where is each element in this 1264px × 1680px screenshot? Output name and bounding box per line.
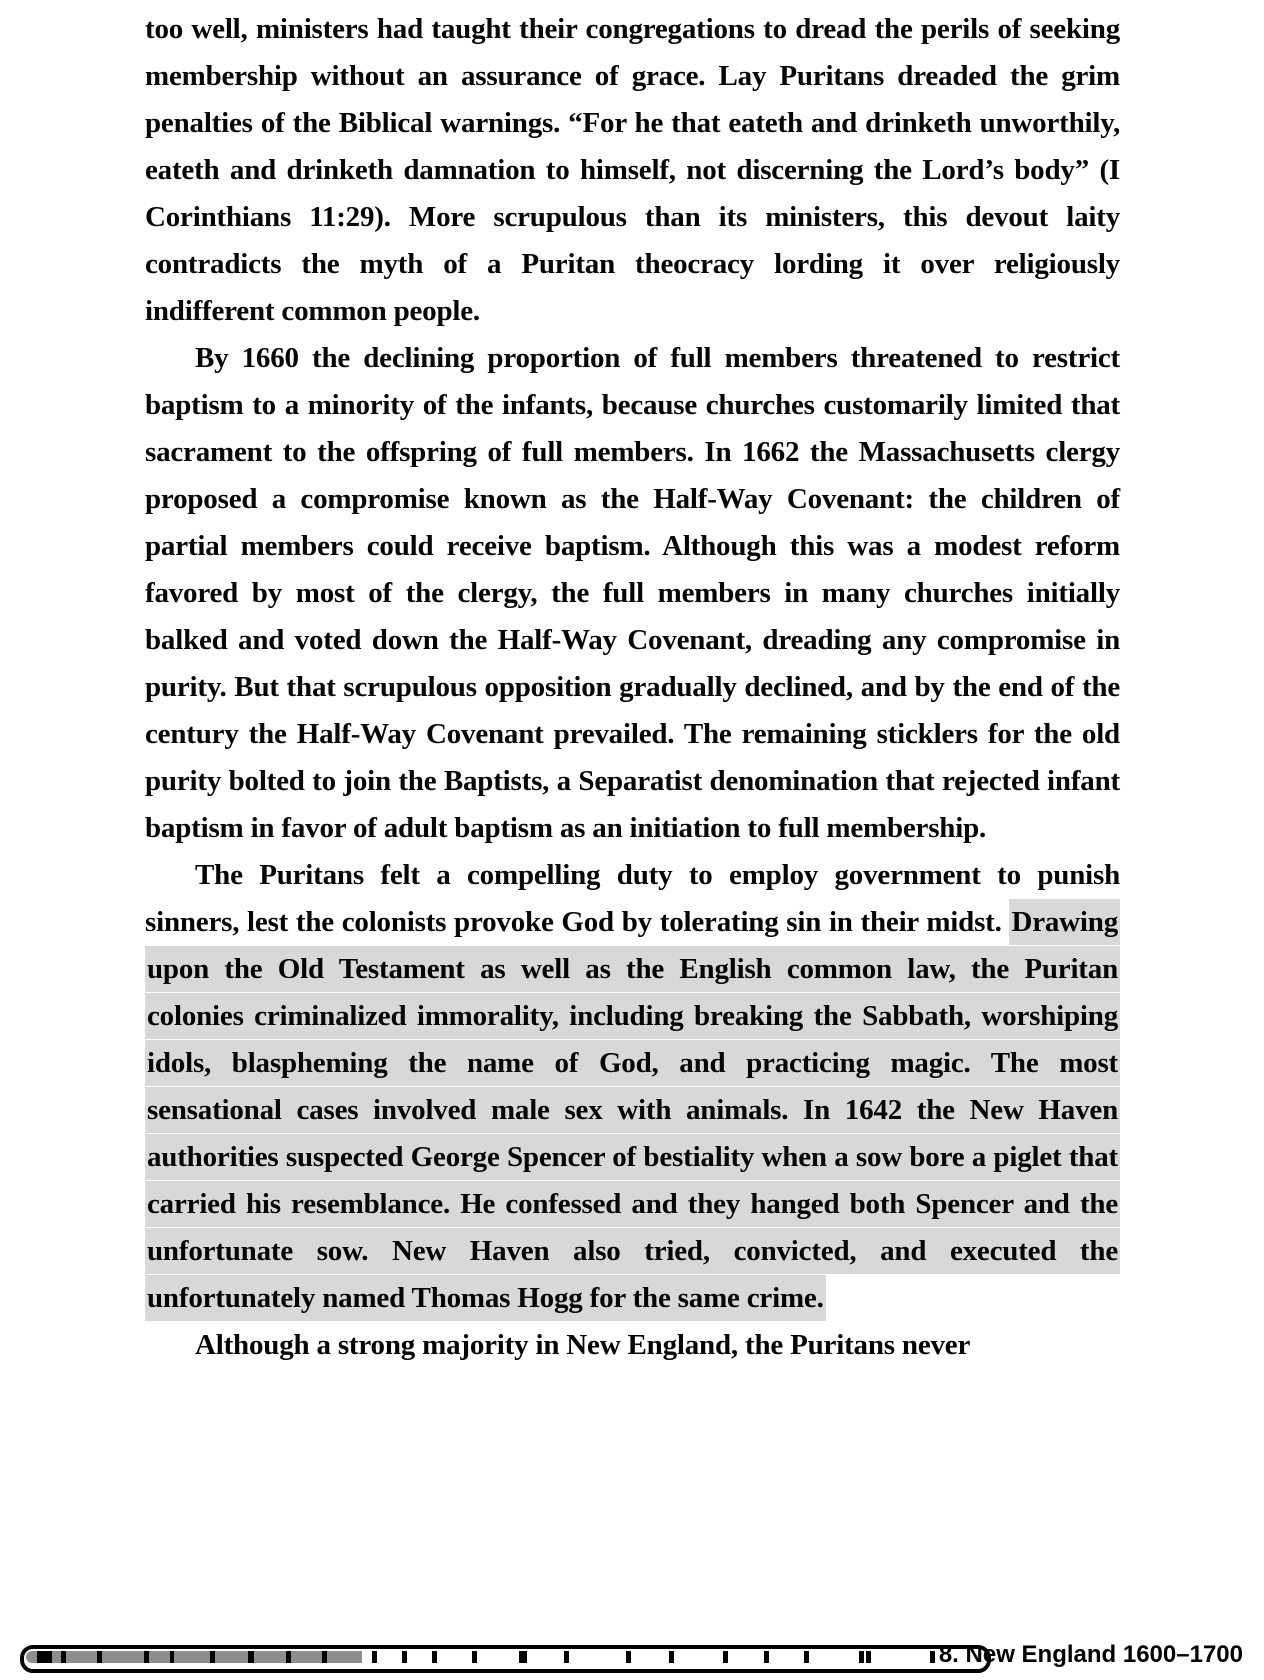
chapter-tick-marker: [248, 1651, 254, 1663]
chapter-tick-marker: [472, 1651, 477, 1663]
chapter-tick-marker: [930, 1651, 935, 1663]
reading-progress-bar[interactable]: [20, 1645, 991, 1673]
chapter-tick-marker: [669, 1651, 674, 1663]
text-segment: Although a strong majority in New England, the Puritans never: [195, 1329, 971, 1361]
chapter-tick-marker: [286, 1651, 291, 1663]
chapter-tick-marker: [372, 1651, 377, 1663]
chapter-tick-marker: [723, 1651, 728, 1663]
text-segment: too well, ministers had taught their congregations to dread the perils of seeking membership without an assurance of grace. Lay Puritans dreaded the grim penalties of the Biblical warnings. “For he that eateth and drinketh unworthily, eateth and drinketh damnation to himself, not discerning the Lord’s body” (I Corinthians 11:29). More scrupulous than its ministers, this devout laity contradicts the myth of a Puritan theocracy lording it over religiously indifferent common people.: [145, 13, 1120, 327]
paragraph: [145, 335, 1120, 852]
chapter-tick-marker: [210, 1651, 215, 1663]
chapter-tick-marker: [564, 1651, 569, 1663]
chapter-tick-marker: [37, 1651, 52, 1663]
text-segment: The Puritans felt a compelling duty to employ government to punish sinners, lest the colonists provoke God by tolerating sin in their midst.: [145, 859, 1120, 938]
chapter-tick-marker: [61, 1651, 66, 1663]
chapter-tick-marker: [804, 1651, 809, 1663]
chapter-tick-marker: [170, 1651, 174, 1663]
chapter-tick-marker: [859, 1651, 864, 1663]
chapter-tick-marker: [97, 1651, 102, 1663]
chapter-tick-marker: [519, 1651, 527, 1663]
text-column: [145, 6, 1120, 1369]
chapter-label: 8. New England 1600–1700: [938, 1641, 1243, 1668]
paragraph: [145, 1322, 1120, 1369]
text-segment: By 1660 the declining proportion of full members threatened to restrict baptism to a minority of the infants, because churches customarily limited that sacrament to the offspring of full members. In 1662 the Massachusetts clergy proposed a compromise known as the Half-Way Covenant: the children of partial members could receive baptism. Although this was a modest reform favored by most of the clergy, the full members in many churches initially balked and voted down the Half-Way Covenant, dreading any compromise in purity. But that scrupulous opposition gradually declined, and by the end of the century the Half-Way Covenant prevailed. The remaining sticklers for the old purity bolted to join the Baptists, a Separatist denomination that rejected infant baptism in favor of adult baptism as an initiation to full membership.: [145, 342, 1120, 844]
chapter-tick-marker: [866, 1651, 871, 1663]
progress-track: [26, 1651, 985, 1663]
chapter-tick-marker: [402, 1651, 407, 1663]
highlighted-passage[interactable]: Drawing upon the Old Testament as well as the English common law, the Puritan colonies criminalized immorality, including breaking the Sabbath, worshiping idols, blaspheming the name of God, and practicing magic. The most sensational cases involved male sex with animals. In 1642 the New Haven authorities suspected George Spencer of bestiality when a sow bore a piglet that carried his resemblance. He confessed and they hanged both Spencer and the unfortunate sow. New Haven also tried, convicted, and executed the unfortunately named Thomas Hogg for the same crime.: [145, 899, 1120, 1321]
chapter-tick-marker: [322, 1651, 327, 1663]
chapter-tick-marker: [764, 1651, 769, 1663]
paragraph: [145, 6, 1120, 335]
paragraph: [145, 852, 1120, 1322]
chapter-tick-marker: [432, 1651, 437, 1663]
chapter-tick-marker: [144, 1651, 149, 1663]
progress-fill: [26, 1651, 362, 1663]
chapter-tick-marker: [626, 1651, 631, 1663]
